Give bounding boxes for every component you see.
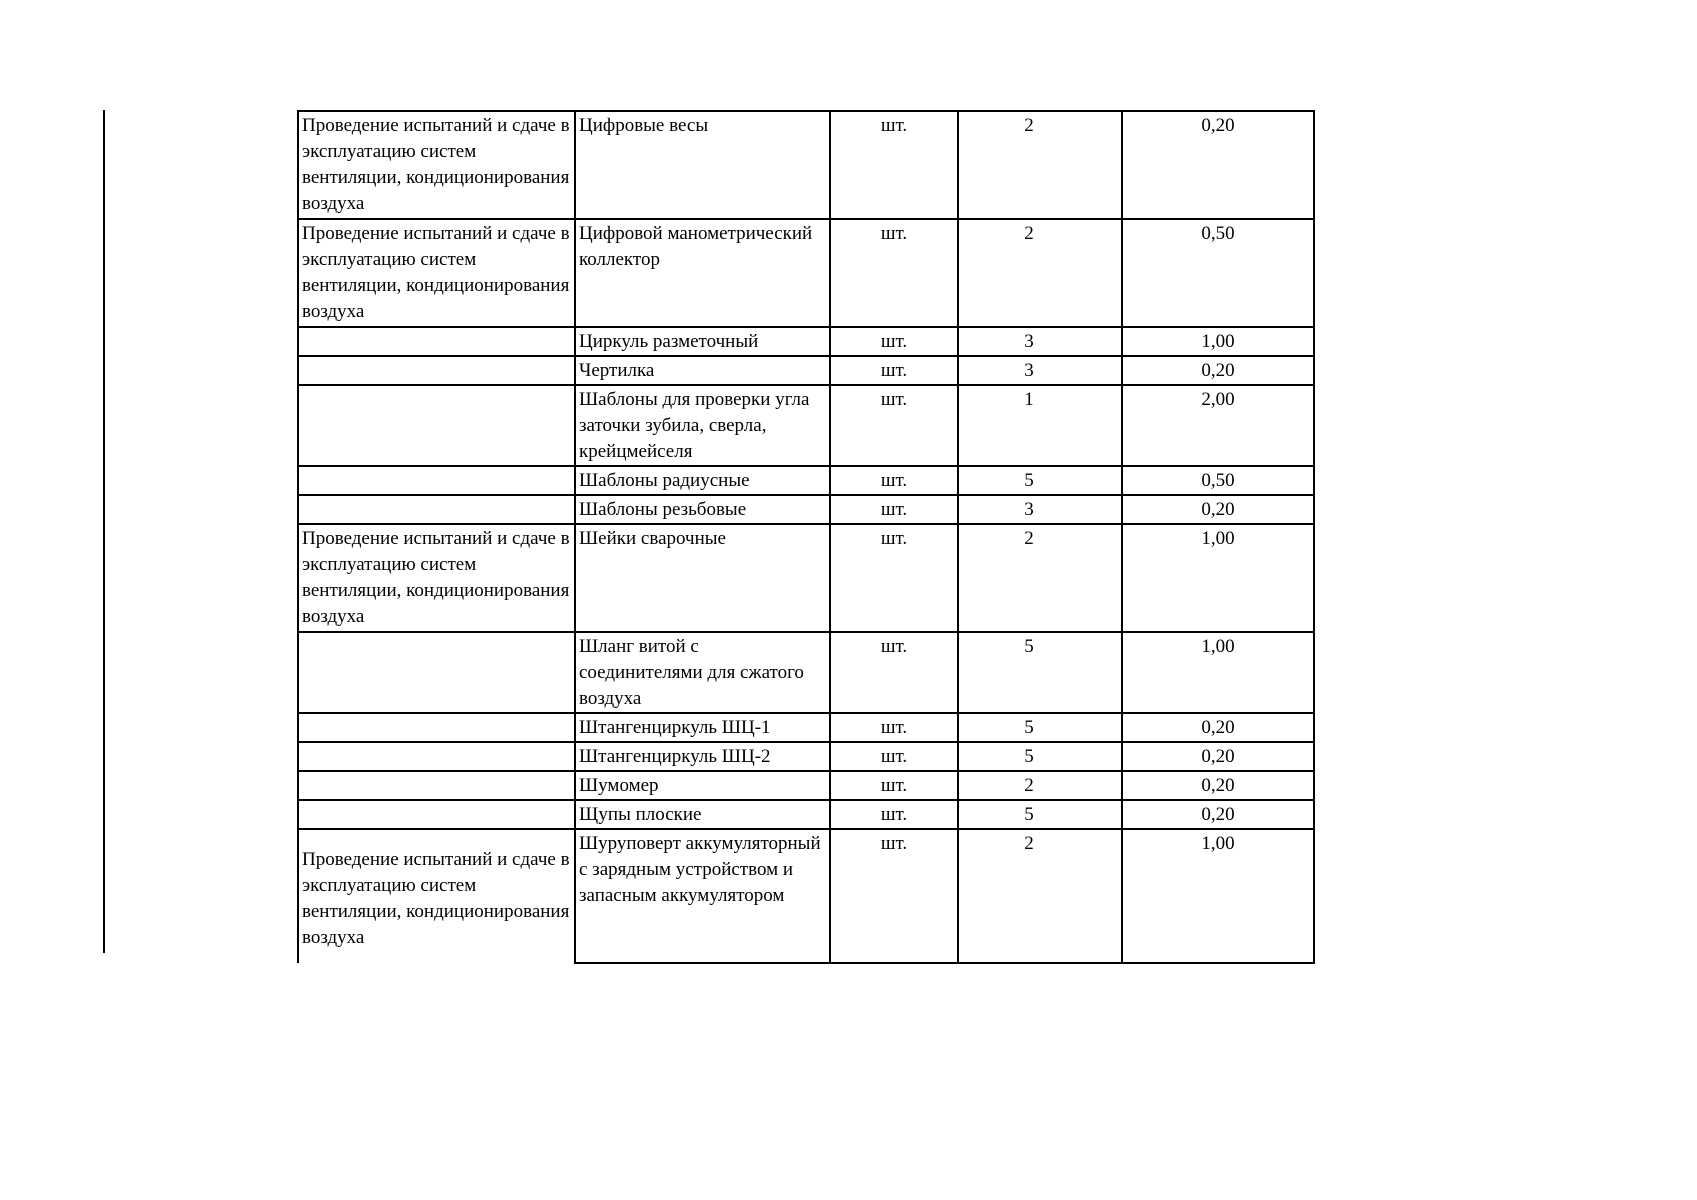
table-row — [298, 495, 1314, 524]
quantity-cell: 5 — [958, 742, 1122, 771]
item-name-cell: Шейки сварочные — [575, 524, 830, 632]
value-cell: 0,50 — [1122, 219, 1314, 327]
value-cell: 1,00 — [1122, 524, 1314, 632]
table-row — [298, 111, 1314, 219]
table-row — [298, 829, 1314, 963]
quantity-cell: 5 — [958, 800, 1122, 829]
work-cell — [298, 466, 575, 495]
item-name-cell: Циркуль разметочный — [575, 327, 830, 356]
quantity-cell: 2 — [958, 111, 1122, 219]
work-cell: Проведение испытаний и сдаче в эксплуатацию систем вентиляции, кондиционирования воздуха — [298, 219, 575, 327]
table-row — [298, 632, 1314, 713]
item-name-cell: Шумомер — [575, 771, 830, 800]
value-cell: 0,20 — [1122, 742, 1314, 771]
item-name-cell: Шаблоны для проверки угла заточки зубила, сверла, крейцмейселя — [575, 385, 830, 466]
unit-cell: шт. — [830, 356, 958, 385]
value-cell: 0,20 — [1122, 356, 1314, 385]
table-row — [298, 800, 1314, 829]
unit-cell: шт. — [830, 632, 958, 713]
work-cell — [298, 742, 575, 771]
work-cell — [298, 356, 575, 385]
value-cell: 0,20 — [1122, 713, 1314, 742]
item-name-cell: Шаблоны радиусные — [575, 466, 830, 495]
table-row — [298, 466, 1314, 495]
unit-cell: шт. — [830, 713, 958, 742]
table-row — [298, 356, 1314, 385]
work-cell — [298, 632, 575, 713]
work-cell: Проведение испытаний и сдаче в эксплуатацию систем вентиляции, кондиционирования воздуха — [298, 829, 575, 963]
unit-cell: шт. — [830, 385, 958, 466]
value-cell: 1,00 — [1122, 829, 1314, 963]
table-row — [298, 524, 1314, 632]
value-cell: 1,00 — [1122, 632, 1314, 713]
work-cell — [298, 713, 575, 742]
item-name-cell: Цифровые весы — [575, 111, 830, 219]
table-row — [298, 742, 1314, 771]
unit-cell: шт. — [830, 800, 958, 829]
item-name-cell: Щупы плоские — [575, 800, 830, 829]
quantity-cell: 5 — [958, 466, 1122, 495]
work-cell — [298, 495, 575, 524]
left-margin-rule — [103, 110, 105, 953]
equipment-table — [297, 110, 1315, 964]
quantity-cell: 2 — [958, 829, 1122, 963]
item-name-cell: Чертилка — [575, 356, 830, 385]
value-cell: 2,00 — [1122, 385, 1314, 466]
unit-cell: шт. — [830, 219, 958, 327]
quantity-cell: 3 — [958, 356, 1122, 385]
value-cell: 1,00 — [1122, 327, 1314, 356]
quantity-cell: 3 — [958, 327, 1122, 356]
table-row — [298, 327, 1314, 356]
item-name-cell: Цифровой манометрический коллектор — [575, 219, 830, 327]
table-row — [298, 771, 1314, 800]
work-cell — [298, 327, 575, 356]
work-cell — [298, 800, 575, 829]
unit-cell: шт. — [830, 829, 958, 963]
quantity-cell: 3 — [958, 495, 1122, 524]
item-name-cell: Штангенциркуль ШЦ-1 — [575, 713, 830, 742]
item-name-cell: Штангенциркуль ШЦ-2 — [575, 742, 830, 771]
unit-cell: шт. — [830, 742, 958, 771]
value-cell: 0,20 — [1122, 800, 1314, 829]
value-cell: 0,50 — [1122, 466, 1314, 495]
quantity-cell: 2 — [958, 771, 1122, 800]
value-cell: 0,20 — [1122, 495, 1314, 524]
value-cell: 0,20 — [1122, 771, 1314, 800]
quantity-cell: 5 — [958, 713, 1122, 742]
unit-cell: шт. — [830, 111, 958, 219]
unit-cell: шт. — [830, 327, 958, 356]
work-cell — [298, 385, 575, 466]
unit-cell: шт. — [830, 466, 958, 495]
quantity-cell: 2 — [958, 219, 1122, 327]
work-cell — [298, 771, 575, 800]
quantity-cell: 1 — [958, 385, 1122, 466]
table-row — [298, 385, 1314, 466]
unit-cell: шт. — [830, 771, 958, 800]
work-cell: Проведение испытаний и сдаче в эксплуатацию систем вентиляции, кондиционирования воздуха — [298, 524, 575, 632]
table-row — [298, 713, 1314, 742]
item-name-cell: Шуруповерт аккумуляторный с зарядным устройством и запасным аккумулятором — [575, 829, 830, 963]
quantity-cell: 2 — [958, 524, 1122, 632]
item-name-cell: Шаблоны резьбовые — [575, 495, 830, 524]
unit-cell: шт. — [830, 524, 958, 632]
table-row — [298, 219, 1314, 327]
work-cell: Проведение испытаний и сдаче в эксплуатацию систем вентиляции, кондиционирования воздуха — [298, 111, 575, 219]
item-name-cell: Шланг витой с соединителями для сжатого воздуха — [575, 632, 830, 713]
quantity-cell: 5 — [958, 632, 1122, 713]
value-cell: 0,20 — [1122, 111, 1314, 219]
unit-cell: шт. — [830, 495, 958, 524]
